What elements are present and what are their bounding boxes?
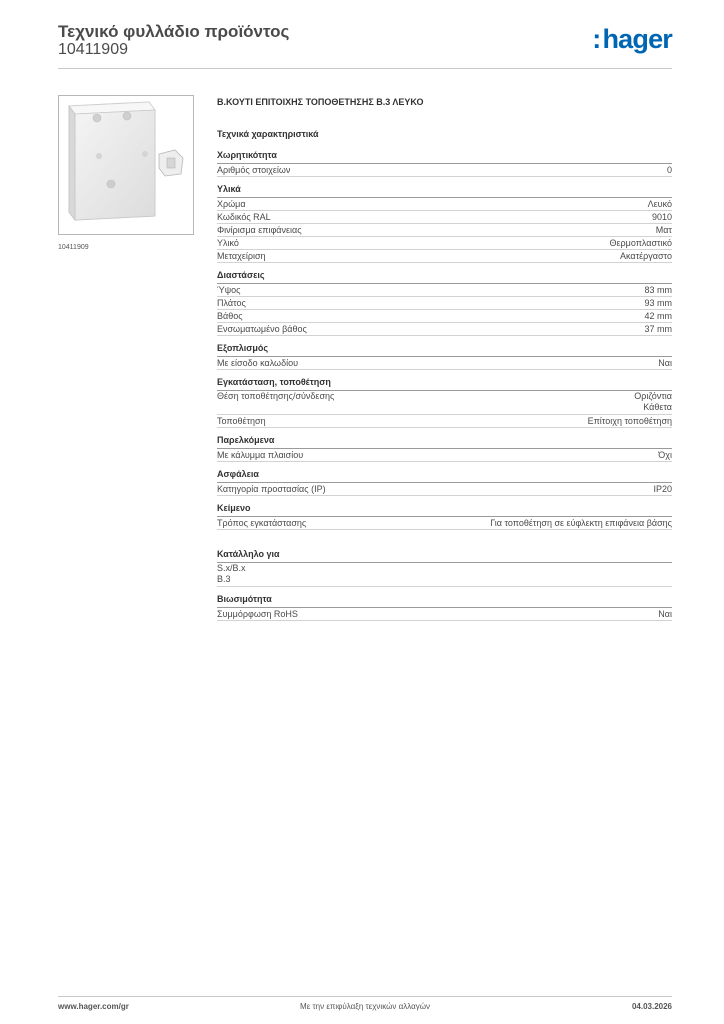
suitable-item: S.x/B.x — [217, 563, 246, 573]
spec-value: Για τοποθέτηση σε εύφλεκτη επιφάνεια βάσης — [490, 518, 672, 528]
spec-label: Τοποθέτηση — [217, 416, 266, 426]
spec-value: 83 mm — [644, 285, 672, 295]
logo-colon: : — [592, 24, 601, 54]
spec-label: Ύψος — [217, 285, 241, 295]
spec-group-equipment — [217, 336, 672, 370]
group-title: Εξοπλισμός — [217, 336, 672, 357]
spec-value: Λευκό — [647, 199, 672, 209]
spec-group-safety — [217, 462, 672, 496]
spec-value — [634, 391, 672, 413]
technical-specs-title: Τεχνικά χαρακτηριστικά — [217, 129, 319, 139]
spec-row — [217, 608, 672, 621]
group-title: Ασφάλεια — [217, 462, 672, 483]
spec-value-line: Οριζόντια — [634, 391, 672, 401]
group-title: Κείμενο — [217, 496, 672, 517]
spec-label: Με είσοδο καλωδίου — [217, 358, 299, 368]
image-caption: 10411909 — [58, 244, 89, 251]
spec-value: 9010 — [651, 212, 672, 222]
spec-row — [217, 250, 672, 263]
sustainability-group — [217, 587, 672, 621]
spec-value: Ματ — [655, 225, 672, 235]
spec-row — [217, 415, 672, 428]
spec-value: Όχι — [658, 450, 672, 460]
spec-content — [217, 96, 672, 621]
suitable-list — [217, 563, 672, 587]
spec-value: 93 mm — [644, 298, 672, 308]
product-number: 10411909 — [58, 41, 128, 58]
spec-value: Επίτοιχη τοποθέτηση — [587, 416, 672, 426]
header-divider — [58, 68, 672, 69]
spec-label: Κατηγορία προστασίας (IP) — [217, 484, 326, 494]
spec-row — [217, 297, 672, 310]
spec-label: Αριθμός στοιχείων — [217, 165, 291, 175]
group-title: Κατάλληλο για — [217, 542, 672, 563]
spec-value-line: Κάθετα — [643, 402, 672, 412]
spec-value: Ακατέργαστο — [620, 251, 672, 261]
spec-value: IP20 — [653, 484, 672, 494]
spec-label: Πλάτος — [217, 298, 246, 308]
spec-value: Ναι — [658, 609, 672, 619]
spec-group-dimensions — [217, 263, 672, 336]
spec-value: Ναι — [658, 358, 672, 368]
group-title: Παρελκόμενα — [217, 428, 672, 449]
spec-label: Χρώμα — [217, 199, 246, 209]
spec-label: Μεταχείριση — [217, 251, 266, 261]
spec-label: Θέση τοποθέτησης/σύνδεσης — [217, 391, 335, 401]
spec-label: Τρόπος εγκατάστασης — [217, 518, 307, 528]
spec-group-materials — [217, 177, 672, 263]
spec-label: Βάθος — [217, 311, 243, 321]
spec-value: 42 mm — [644, 311, 672, 321]
footer-website: www.hager.com/gr — [58, 1002, 129, 1011]
group-title: Χωρητικότητα — [217, 143, 672, 164]
spec-row — [217, 211, 672, 224]
hager-logo — [592, 24, 672, 54]
suitable-for-group — [217, 542, 672, 587]
spec-row — [217, 198, 672, 211]
group-title: Εγκατάσταση, τοποθέτηση — [217, 370, 672, 391]
spec-row — [217, 449, 672, 462]
footer-date: 04.03.2026 — [631, 1002, 672, 1011]
product-image — [58, 95, 194, 235]
footer-notice: Με την επιφύλαξη τεχνικών αλλαγών — [300, 1002, 430, 1011]
spec-label: Ενσωματωμένο βάθος — [217, 324, 307, 334]
group-title: Υλικά — [217, 177, 672, 198]
spec-row — [217, 483, 672, 496]
group-title: Βιωσιμότητα — [217, 587, 672, 608]
spec-value: 37 mm — [644, 324, 672, 334]
spec-row — [217, 391, 672, 415]
spec-row — [217, 284, 672, 297]
logo-text: hager — [602, 24, 672, 54]
spec-group-capacity — [217, 143, 672, 177]
spec-row — [217, 357, 672, 370]
spec-row — [217, 323, 672, 336]
spec-label: Φινίρισμα επιφάνειας — [217, 225, 302, 235]
document-title: Τεχνικό φυλλάδιο προϊόντος — [58, 22, 290, 41]
spec-value: Θερμοπλαστικό — [609, 238, 672, 248]
spec-row — [217, 224, 672, 237]
group-title: Διαστάσεις — [217, 263, 672, 284]
product-title: Β.ΚΟΥΤΙ ΕΠΙΤΟΙΧΗΣ ΤΟΠΟΘΕΤΗΣΗΣ Β.3 ΛΕΥΚΟ — [217, 97, 424, 107]
spec-row — [217, 310, 672, 323]
spec-value: 0 — [666, 165, 672, 175]
suitable-item: B.3 — [217, 574, 231, 584]
spec-group-installation — [217, 370, 672, 428]
page-header — [58, 22, 672, 68]
spec-group-accessories — [217, 428, 672, 462]
surface-box-product-photo-icon — [59, 96, 193, 234]
spec-row — [217, 164, 672, 177]
spec-row — [217, 237, 672, 250]
spec-label: Με κάλυμμα πλαισίου — [217, 450, 304, 460]
spec-label: Κωδικός RAL — [217, 212, 271, 222]
spec-label: Υλικό — [217, 238, 239, 248]
page-footer — [58, 996, 672, 1010]
spec-row — [217, 517, 672, 530]
spec-group-text — [217, 496, 672, 530]
spec-label: Συμμόρφωση RoHS — [217, 609, 298, 619]
